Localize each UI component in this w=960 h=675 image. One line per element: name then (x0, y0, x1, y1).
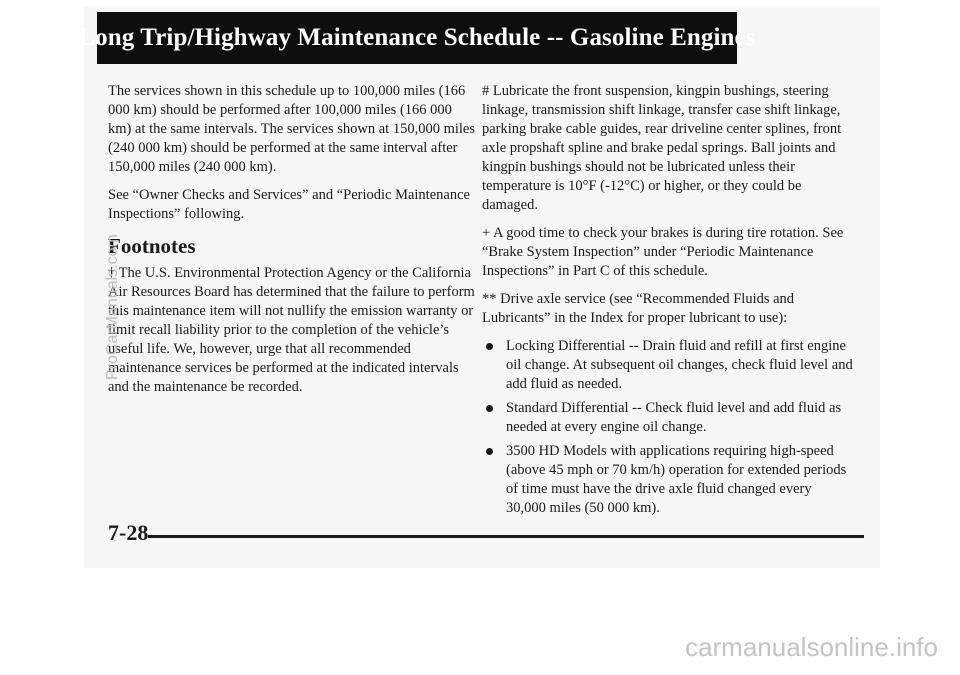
bottom-watermark: carmanualsonline.info (685, 632, 938, 662)
page-title: Long Trip/Highway Maintenance Schedule -- Gasoline Engines (78, 24, 756, 51)
drive-axle-note: ** Drive axle service (see “Recommended Fluids and Lubricants” in the Index for proper lubricant to use): (482, 291, 795, 326)
bullet-text: 3500 HD Models with applications requiring high-speed (above 45 mph or 70 km/h) operation for extended periods of time must have the drive axle fluid changed every 30,000 miles (50 000 km). (506, 443, 847, 516)
list-item (482, 442, 854, 518)
left-column (108, 82, 478, 406)
bullet-icon (486, 343, 493, 350)
bullet-icon (486, 448, 493, 455)
footer-rule (148, 535, 864, 538)
list-item (482, 337, 854, 394)
footnotes-heading: Footnotes (108, 234, 196, 258)
see-also-paragraph: See “Owner Checks and Services” and “Periodic Maintenance Inspections” following. (108, 187, 470, 222)
side-watermark: ProCarManuals.com (104, 234, 121, 380)
drive-axle-bullet-list (482, 337, 854, 518)
brake-note: + A good time to check your brakes is during tire rotation. See “Brake System Inspection” under “Periodic Maintenance Inspections” in Part C of this schedule. (482, 225, 844, 279)
right-column (482, 82, 854, 523)
intro-paragraph: The services shown in this schedule up to 100,000 miles (166 000 km) should be performed after 100,000 miles (166 000 km) at the same intervals. The services shown at 150,000 miles (240 000 km) should be performed at the same interval after 150,000 miles (240 000 km). (108, 83, 475, 175)
bullet-icon (486, 405, 493, 412)
bullet-text: Standard Differential -- Check fluid level and add fluid as needed at every engine oil change. (506, 400, 842, 435)
title-banner (78, 12, 756, 64)
footnote-epa: † The U.S. Environmental Protection Agency or the California Air Resources Board has determined that the failure to perform this maintenance item will not nullify the emission warranty or limit recall liability prior to the completion of the vehicle’s useful life. We, however, urge that all recommended maintenance services be performed at the indicated intervals and the maintenance be recorded. (108, 265, 475, 395)
page-number: 7-28 (108, 520, 149, 545)
list-item (482, 399, 854, 437)
lubricate-note: # Lubricate the front suspension, kingpin bushings, steering linkage, transmission shift linkage, transfer case shift linkage, parking brake cable guides, rear driveline center splines, front axle propshaft spline and brake pedal springs. Ball joints and kingpin bushings should not be lubricated unless their temperature is 10°F (-12°C) or higher, or they could be damaged. (482, 83, 842, 213)
bullet-text: Locking Differential -- Drain fluid and refill at first engine oil change. At subsequent oil changes, check fluid level and add fluid as needed. (506, 338, 853, 392)
